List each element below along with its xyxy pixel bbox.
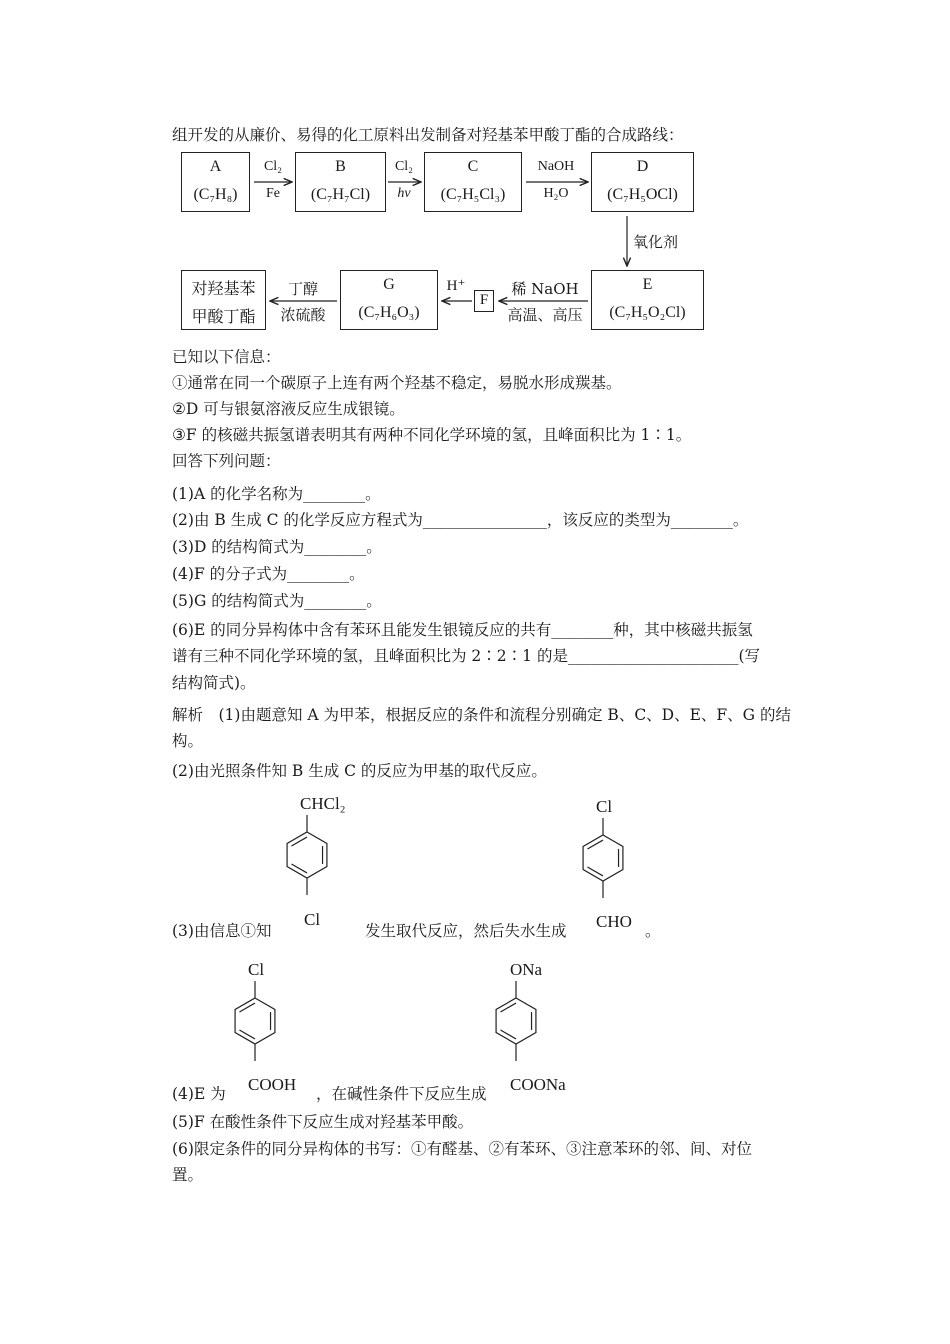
- compound-e-box: [591, 270, 704, 330]
- arrow-ef-bottom: 高温、高压: [507, 306, 583, 324]
- arrow-fg-label: H⁺: [446, 278, 466, 294]
- arrow-gp-top: 丁醇: [287, 280, 318, 298]
- solution-2: (2)由光照条件知 B 生成 C 的反应为甲基的取代反应。: [172, 762, 547, 780]
- solution-3-end: 。: [645, 922, 661, 940]
- compound-g-name: G: [383, 276, 395, 293]
- arrow-bc-top: Cl₂: [394, 159, 414, 174]
- structure-1-bottom-label: Cl: [304, 910, 321, 929]
- arrow-ab-top: Cl₂: [263, 159, 283, 174]
- compound-b-formula: (C₇H₇Cl): [310, 186, 371, 203]
- compound-c-name: C: [467, 158, 479, 175]
- question-2: (2)由 B 生成 C 的化学反应方程式为________________，该反应的类型为________。: [172, 511, 749, 529]
- arrow-cd-top: NaOH: [537, 159, 575, 174]
- question-3: (3)D 的结构简式为________。: [172, 538, 382, 556]
- arrow-bc-bottom: hν: [397, 186, 411, 201]
- compound-f-name: F: [479, 292, 489, 308]
- question-6-line2: 谱有三种不同化学环境的氢，且峰面积比为 2∶2∶1 的是______________________(写: [172, 647, 760, 665]
- compound-e-formula: (C₇H₅O₂Cl): [609, 304, 686, 321]
- compound-d-box: [591, 152, 694, 212]
- question-6-line3: 结构简式)。: [172, 674, 256, 692]
- known-heading: 已知以下信息：: [172, 348, 281, 366]
- question-5: (5)G 的结构简式为________。: [172, 592, 382, 610]
- question-1: (1)A 的化学名称为________。: [172, 485, 381, 503]
- ring-4: [496, 981, 536, 1061]
- structure-4-top-label: ONa: [510, 960, 543, 979]
- solution-6-line2: 置。: [172, 1166, 204, 1184]
- compound-a-box: [181, 152, 250, 212]
- ring-1: [287, 815, 327, 895]
- info-2: ②D 可与银氨溶液反应生成银镜。: [172, 400, 405, 418]
- structure-1-top-label: CHCl₂: [300, 794, 346, 813]
- solution-6-line1: (6)限定条件的同分异构体的书写：①有醛基、②有苯环、③注意苯环的邻、间、对位: [172, 1140, 752, 1158]
- arrow-de-label: 氧化剂: [633, 233, 679, 251]
- ring-2: [583, 818, 623, 898]
- answer-heading: 回答下列问题：: [172, 452, 281, 470]
- solution-3-start: (3)由信息①知: [172, 922, 272, 940]
- arrow-cd-bottom: H₂O: [543, 186, 569, 201]
- compound-d-formula: (C₇H₅OCl): [607, 186, 678, 203]
- question-4: (4)F 的分子式为________。: [172, 565, 365, 583]
- solution-4-middle: ，在碱性条件下反应生成: [316, 1085, 487, 1103]
- compound-a-name: A: [209, 158, 222, 175]
- compound-c-formula: (C₇H₅Cl₃): [440, 186, 506, 203]
- intro-text: 组开发的从廉价、易得的化工原料出发制备对羟基苯甲酸丁酯的合成路线：: [172, 126, 684, 144]
- info-1: ①通常在同一个碳原子上连有两个羟基不稳定，易脱水形成羰基。: [172, 374, 622, 392]
- solution-3-middle: 发生取代反应，然后失水生成: [365, 922, 567, 940]
- ring-3: [235, 981, 275, 1061]
- product-box: [181, 270, 266, 330]
- structure-4-bottom-label: COONa: [510, 1075, 566, 1094]
- compound-f-box: [474, 290, 494, 312]
- solution-4-start: (4)E 为: [172, 1085, 226, 1103]
- structure-3-top-label: Cl: [248, 960, 265, 979]
- structure-2-top-label: Cl: [596, 797, 613, 816]
- product-line2: 甲酸丁酯: [191, 307, 256, 326]
- solution-5: (5)F 在酸性条件下反应生成对羟基苯甲酸。: [172, 1113, 474, 1131]
- info-3: ③F 的核磁共振氢谱表明其有两种不同化学环境的氢，且峰面积比为 1∶1。: [172, 426, 692, 444]
- arrow-ab-bottom: Fe: [266, 186, 280, 201]
- compound-b-box: [295, 152, 386, 212]
- structure-2-bottom-label: CHO: [596, 912, 632, 931]
- product-line1: 对羟基苯: [191, 279, 256, 298]
- compound-b-name: B: [335, 158, 346, 175]
- solution-1-line1: 解析 (1)由题意知 A 为甲苯，根据反应的条件和流程分别确定 B、C、D、E、F、G 的结: [172, 706, 791, 724]
- structure-3-bottom-label: COOH: [248, 1075, 297, 1094]
- arrow-gp-bottom: 浓硫酸: [280, 306, 326, 324]
- compound-d-name: D: [636, 158, 649, 175]
- arrow-ef-top: 稀 NaOH: [511, 280, 579, 298]
- compound-g-formula: (C₇H₆O₃): [358, 304, 420, 321]
- solution-1-line2: 构。: [172, 732, 204, 750]
- compound-a-formula: (C₇H₈): [193, 186, 238, 203]
- compound-g-box: [340, 270, 438, 330]
- question-6-line1: (6)E 的同分异构体中含有苯环且能发生银镜反应的共有________种，其中核磁共振氢: [172, 621, 753, 639]
- compound-e-name: E: [642, 276, 653, 293]
- compound-c-box: [424, 152, 522, 212]
